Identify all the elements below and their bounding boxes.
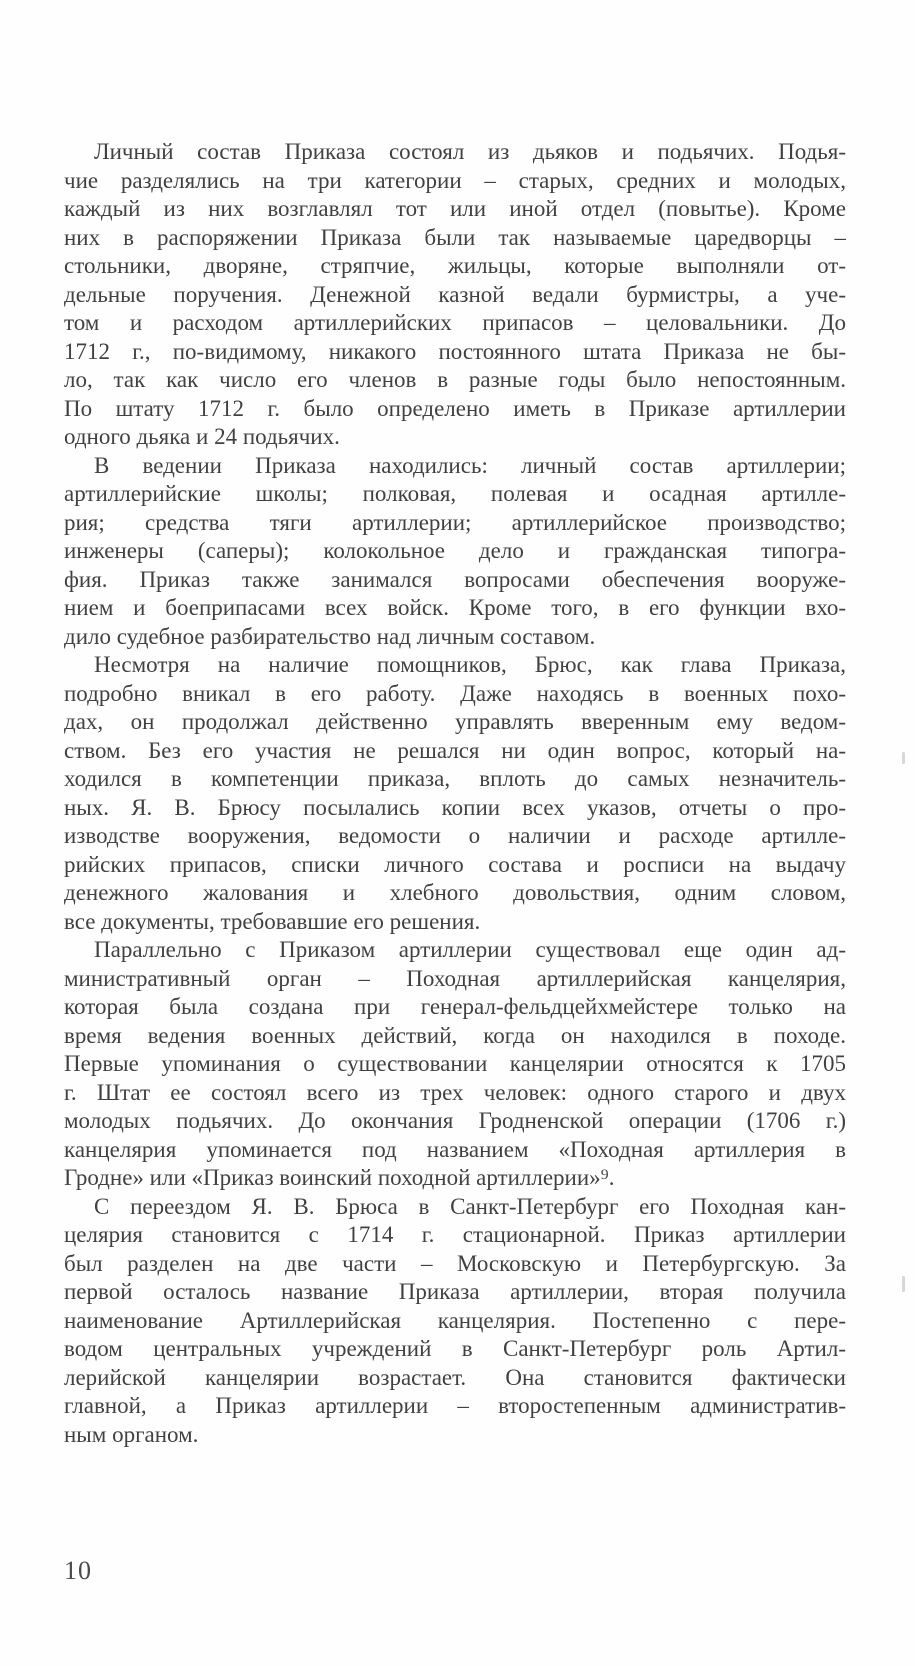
text-line: лерийской канцелярии возрастает. Она становится фактически — [64, 1364, 846, 1390]
text-line: целярия становится с 1714 г. стационарной. Приказ артиллерии — [64, 1222, 846, 1247]
text-line: денежного жалования и хлебного довольствия, одним словом, — [64, 880, 846, 905]
text-line: С переездом Я. В. Брюса в Санкт-Петербург его Походная кан- — [94, 1193, 846, 1219]
scan-artifact — [902, 1276, 905, 1292]
text-line: чие разделялись на три категории – старых, средних и молодых, — [64, 167, 846, 193]
text-line: все документы, требовавшие его решения. — [64, 908, 481, 934]
text-line: Гродне» или «Приказ воинский походной артиллерии»⁹. — [64, 1165, 615, 1190]
text-line: ным органом. — [64, 1421, 199, 1447]
page-number: 10 — [64, 1556, 92, 1585]
text-line: дах, он продолжал действенно управлять вверенным ему ведом- — [64, 709, 846, 734]
text-line: рия; средства тяги артиллерии; артиллерийское производство; — [64, 509, 846, 535]
text-line: стольники, дворяне, стряпчие, жильцы, которые выполняли от- — [64, 253, 846, 278]
text-line: каждый из них возглавлял тот или иной отдел (повытье). Кроме — [64, 196, 846, 221]
scan-artifact — [902, 752, 905, 764]
page-text — [64, 138, 846, 1449]
text-line: первой осталось название Приказа артиллерии, вторая получила — [64, 1279, 846, 1304]
text-line: водом центральных учреждений в Санкт-Петербург роль Артил- — [64, 1336, 846, 1361]
text-line: которая была создана при генерал-фельдцейхмейстере только на — [64, 994, 846, 1019]
text-line: канцелярия упоминается под названием «Походная артиллерия в — [64, 1136, 846, 1162]
text-line: наименование Артиллерийская канцелярия. Постепенно с пере- — [64, 1307, 846, 1333]
text-line: ством. Без его участия не решался ни один вопрос, который на- — [64, 737, 846, 763]
text-line: рийских припасов, списки личного состава и росписи на выдачу — [64, 851, 846, 877]
text-line: был разделен на две части – Московскую и Петербургскую. За — [64, 1250, 846, 1276]
text-line: ходился в компетенции приказа, вплоть до самых незначитель- — [64, 766, 846, 791]
text-line: министративный орган – Походная артиллерийская канцелярия, — [64, 965, 846, 991]
text-line: Несмотря на наличие помощников, Брюс, как глава Приказа, — [94, 652, 846, 677]
text-line: время ведения военных действий, когда он находился в походе. — [64, 1022, 846, 1048]
text-line: В ведении Приказа находились: личный состав артиллерии; — [94, 452, 846, 478]
text-line: изводстве вооружения, ведомости о наличии и расходе артилле- — [64, 823, 846, 848]
text-line: молодых подьячих. До окончания Гродненской операции (1706 г.) — [64, 1108, 846, 1133]
text-line: ло, так как число его членов в разные годы было непостоянным. — [64, 367, 846, 392]
text-line: Личный состав Приказа состоял из дьяков и подьячих. Подья- — [94, 139, 846, 164]
text-line: том и расходом артиллерийских припасов – целовальники. До — [64, 310, 846, 335]
text-line: подробно вникал в его работу. Даже находясь в военных похо- — [64, 680, 846, 706]
text-line: По штату 1712 г. было определено иметь в Приказе артиллерии — [64, 395, 846, 421]
text-line: инженеры (саперы); колокольное дело и гражданская типогра- — [64, 538, 846, 563]
text-line: ных. Я. В. Брюсу посылались копии всех указов, отчеты о про- — [64, 794, 846, 820]
text-line: г. Штат ее состоял всего из трех человек: одного старого и двух — [64, 1079, 846, 1105]
text-line: артиллерийские школы; полковая, полевая и осадная артилле- — [64, 481, 846, 506]
text-line: Первые упоминания о существовании канцелярии относятся к 1705 — [64, 1051, 846, 1076]
text-line: них в распоряжении Приказа были так называемые царедворцы – — [64, 224, 846, 250]
text-line: одного дьяка и 24 подьячих. — [64, 424, 340, 449]
text-line: дельные поручения. Денежной казной ведали бурмистры, а уче- — [64, 281, 846, 307]
text-line: фия. Приказ также занимался вопросами обеспечения вооруже- — [64, 566, 846, 592]
text-line: дило судебное разбирательство над личным составом. — [64, 623, 596, 649]
text-line: Параллельно с Приказом артиллерии существовал еще один ад- — [94, 937, 846, 962]
text-line: главной, а Приказ артиллерии – второстепенным административ- — [64, 1393, 846, 1418]
text-line: 1712 г., по-видимому, никакого постоянного штата Приказа не бы- — [64, 338, 846, 364]
text-line: нием и боеприпасами всех войск. Кроме того, в его функции вхо- — [64, 595, 846, 620]
